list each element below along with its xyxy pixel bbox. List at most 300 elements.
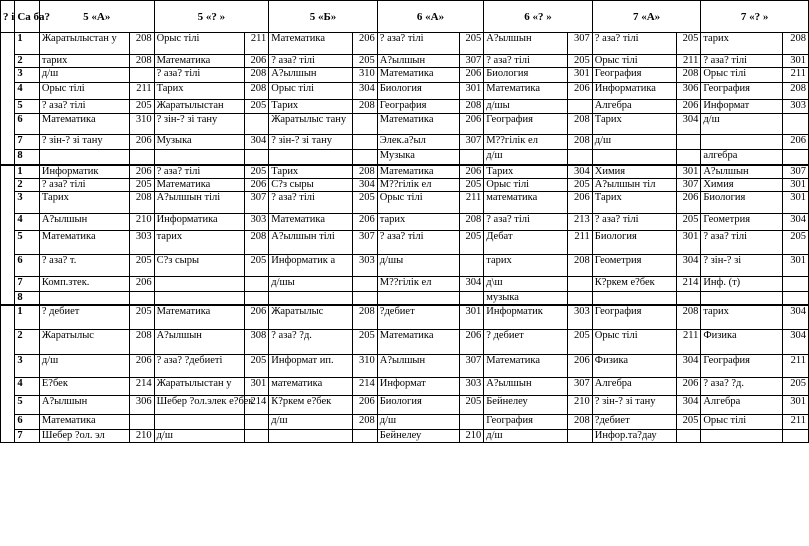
room-cell: 211 <box>568 230 593 254</box>
lesson-row <box>1 83 809 100</box>
subject-cell: ? аза? тілі <box>39 178 129 191</box>
subject-cell: ? аза? ?дебиеті <box>154 354 244 377</box>
room-cell: 301 <box>459 305 484 329</box>
subject-cell: ? аза? т. <box>39 254 129 276</box>
class-header: 7 «А» <box>592 1 701 33</box>
room-cell: 206 <box>568 354 593 377</box>
room-cell <box>676 135 701 150</box>
subject-cell: ? аза? тілі <box>484 213 568 230</box>
subject-cell: Шебер ?ол. эл <box>39 429 129 442</box>
subject-cell: Алгебра <box>592 100 676 114</box>
subject-cell: К?ркем е?бек <box>269 395 353 414</box>
subject-cell: Орыс тілі <box>592 55 676 68</box>
lesson-number: 7 <box>15 429 40 442</box>
room-cell: 205 <box>130 305 155 329</box>
room-cell: 301 <box>783 254 809 276</box>
subject-cell: Тарих <box>269 100 353 114</box>
subject-cell: Тарих <box>592 191 676 213</box>
room-cell: 301 <box>676 230 701 254</box>
subject-cell: Математика <box>39 414 129 429</box>
room-cell: 206 <box>568 191 593 213</box>
subject-cell: Информатика <box>154 213 244 230</box>
subject-cell: Тарих <box>154 83 244 100</box>
room-cell: 206 <box>244 55 269 68</box>
subject-cell: Жаратылыс <box>269 305 353 329</box>
room-cell: 205 <box>244 165 269 179</box>
room-cell <box>676 291 701 305</box>
room-cell: 307 <box>568 377 593 395</box>
room-cell: 208 <box>353 414 378 429</box>
day-header: ? і <box>1 1 15 33</box>
subject-cell: ? аза? тілі <box>377 33 459 55</box>
room-cell <box>244 150 269 165</box>
room-cell: 205 <box>353 55 378 68</box>
lesson-number: 4 <box>15 213 40 230</box>
lesson-number: 3 <box>15 191 40 213</box>
room-cell: 208 <box>783 83 809 100</box>
subject-cell: Биология <box>592 230 676 254</box>
class-header: 6 «А» <box>377 1 483 33</box>
room-cell: 208 <box>353 305 378 329</box>
subject-cell: ?дебиет <box>592 414 676 429</box>
subject-cell: Орыс тілі <box>377 191 459 213</box>
room-cell: 206 <box>130 354 155 377</box>
lesson-number: 5 <box>15 230 40 254</box>
room-cell: 301 <box>783 55 809 68</box>
lesson-row <box>1 55 809 68</box>
room-cell: 206 <box>353 213 378 230</box>
subject-cell: А?ылшын <box>39 395 129 414</box>
room-cell: 307 <box>459 135 484 150</box>
subject-cell: ? дебиет <box>484 329 568 354</box>
room-cell: 206 <box>130 135 155 150</box>
subject-cell: Химия <box>701 178 783 191</box>
room-cell: 303 <box>244 213 269 230</box>
lesson-number: 3 <box>15 354 40 377</box>
subject-cell: д/шы <box>377 254 459 276</box>
subject-cell: А?ылшын <box>269 68 353 83</box>
room-cell: 205 <box>130 100 155 114</box>
lesson-row <box>1 68 809 83</box>
lesson-number: 1 <box>15 305 40 329</box>
room-cell: 205 <box>244 354 269 377</box>
subject-cell: А?ылшын <box>377 55 459 68</box>
subject-cell: География <box>592 305 676 329</box>
room-cell: 206 <box>459 165 484 179</box>
subject-cell: тарих <box>484 254 568 276</box>
room-cell: 304 <box>783 305 809 329</box>
subject-cell: тарих <box>377 213 459 230</box>
subject-cell: ? зін-? зі тану <box>592 395 676 414</box>
room-cell: 205 <box>130 178 155 191</box>
lesson-number: 2 <box>15 55 40 68</box>
room-cell <box>130 68 155 83</box>
room-cell <box>459 254 484 276</box>
subject-cell: Жаратылыс тану <box>269 114 353 135</box>
room-cell: 205 <box>459 230 484 254</box>
subject-cell: А?ылшын тілі <box>269 230 353 254</box>
subject-cell: Бейнелеу <box>377 429 459 442</box>
class-header: 5 «? » <box>154 1 269 33</box>
room-cell: 307 <box>459 354 484 377</box>
subject-cell <box>592 150 676 165</box>
room-cell: 206 <box>353 395 378 414</box>
subject-cell: Жаратылыстан <box>154 100 244 114</box>
lesson-number: 2 <box>15 329 40 354</box>
subject-cell: География <box>377 100 459 114</box>
room-cell: 205 <box>244 254 269 276</box>
subject-cell: А?ылшын <box>484 33 568 55</box>
room-cell: 208 <box>130 191 155 213</box>
subject-cell: Дебат <box>484 230 568 254</box>
subject-cell: Орыс тілі <box>484 178 568 191</box>
room-cell: 205 <box>459 395 484 414</box>
subject-cell: Шебер ?ол.элек е?бек <box>154 395 244 414</box>
room-cell: 307 <box>459 55 484 68</box>
room-cell <box>353 135 378 150</box>
room-cell: 211 <box>130 83 155 100</box>
subject-cell <box>701 135 783 150</box>
subject-cell: д\ш <box>484 276 568 291</box>
subject-cell: Тарих <box>269 165 353 179</box>
room-cell: 205 <box>783 230 809 254</box>
subject-cell: Геометрия <box>701 213 783 230</box>
subject-cell: Е?бек <box>39 377 129 395</box>
subject-cell: А?ылшын <box>701 165 783 179</box>
room-cell <box>676 429 701 442</box>
room-cell: 301 <box>783 178 809 191</box>
room-cell: 303 <box>353 254 378 276</box>
lesson-row <box>1 429 809 442</box>
room-cell: 206 <box>244 305 269 329</box>
room-cell: 211 <box>783 414 809 429</box>
subject-cell: Геометрия <box>592 254 676 276</box>
subject-cell: М??гілік ел <box>377 276 459 291</box>
subject-cell: Бейнелеу <box>484 395 568 414</box>
subject-cell: Математика <box>377 165 459 179</box>
subject-cell: География <box>484 414 568 429</box>
subject-cell: Тарих <box>484 165 568 179</box>
day-cell <box>1 33 15 165</box>
room-cell: 306 <box>676 83 701 100</box>
subject-cell <box>154 150 244 165</box>
subject-cell: Математика <box>39 114 129 135</box>
subject-cell <box>269 150 353 165</box>
room-cell <box>783 429 809 442</box>
room-cell: 205 <box>353 329 378 354</box>
subject-cell: Информатик а <box>269 254 353 276</box>
header-row <box>1 1 809 33</box>
room-cell <box>130 291 155 305</box>
subject-cell: Музыка <box>154 135 244 150</box>
day-cell <box>1 165 15 306</box>
room-cell: 303 <box>783 100 809 114</box>
lesson-row <box>1 165 809 179</box>
subject-cell: Инфор.та?дау <box>592 429 676 442</box>
lesson-number: 1 <box>15 33 40 55</box>
room-cell: 304 <box>676 254 701 276</box>
subject-cell: Математика <box>377 114 459 135</box>
subject-cell: Тарих <box>39 191 129 213</box>
subject-cell: Алгебра <box>592 377 676 395</box>
subject-cell: ? аза? тілі <box>154 165 244 179</box>
room-cell: 210 <box>459 429 484 442</box>
lesson-number: 2 <box>15 178 40 191</box>
room-cell: 205 <box>676 414 701 429</box>
subject-cell: Орыс тілі <box>592 329 676 354</box>
room-cell: 304 <box>353 83 378 100</box>
room-cell <box>568 429 593 442</box>
lesson-row <box>1 329 809 354</box>
subject-cell <box>39 150 129 165</box>
room-cell: 208 <box>244 83 269 100</box>
subject-cell: д/шы <box>269 276 353 291</box>
subject-cell: д/ш <box>592 135 676 150</box>
room-cell: 205 <box>568 55 593 68</box>
subject-cell: ? аза? тілі <box>484 55 568 68</box>
subject-cell: К?ркем е?бек <box>592 276 676 291</box>
subject-cell: А?ылшын <box>39 213 129 230</box>
room-cell: 205 <box>459 33 484 55</box>
lesson-row <box>1 150 809 165</box>
lesson-number-header: Са ба? <box>15 1 40 33</box>
subject-cell <box>701 429 783 442</box>
room-cell: 307 <box>783 165 809 179</box>
lesson-row <box>1 414 809 429</box>
room-cell: 301 <box>568 68 593 83</box>
lesson-number: 5 <box>15 395 40 414</box>
lesson-number: 1 <box>15 165 40 179</box>
class-header: 7 «? » <box>701 1 809 33</box>
subject-cell: д/ш <box>39 354 129 377</box>
class-header: 6 «? » <box>484 1 593 33</box>
room-cell: 206 <box>459 114 484 135</box>
room-cell: 208 <box>130 329 155 354</box>
subject-cell <box>701 291 783 305</box>
lesson-row <box>1 178 809 191</box>
subject-cell: ? аза? ?д. <box>701 377 783 395</box>
room-cell: 310 <box>353 68 378 83</box>
subject-cell: Алгебра <box>701 395 783 414</box>
subject-cell: Биология <box>377 83 459 100</box>
room-cell: 210 <box>130 213 155 230</box>
room-cell: 307 <box>244 191 269 213</box>
lesson-row <box>1 276 809 291</box>
subject-cell: Химия <box>592 165 676 179</box>
lesson-row <box>1 33 809 55</box>
room-cell: 211 <box>676 329 701 354</box>
room-cell: 205 <box>676 213 701 230</box>
room-cell <box>353 291 378 305</box>
subject-cell: Математика <box>154 178 244 191</box>
subject-cell: Биология <box>377 395 459 414</box>
subject-cell: ? дебиет <box>39 305 129 329</box>
class-header: 5 «А» <box>39 1 154 33</box>
subject-cell: География <box>592 68 676 83</box>
room-cell: 206 <box>130 165 155 179</box>
room-cell: 303 <box>459 377 484 395</box>
subject-cell <box>269 291 353 305</box>
subject-cell: А?ылшын <box>377 354 459 377</box>
room-cell: 301 <box>783 191 809 213</box>
room-cell <box>244 414 269 429</box>
subject-cell: Физика <box>701 329 783 354</box>
room-cell: 206 <box>568 83 593 100</box>
subject-cell: С?з сыры <box>154 254 244 276</box>
room-cell: 206 <box>783 135 809 150</box>
subject-cell: ? аза? тілі <box>377 230 459 254</box>
lesson-number: 4 <box>15 377 40 395</box>
schedule-body <box>1 33 809 443</box>
lesson-number: 8 <box>15 291 40 305</box>
subject-cell: Математика <box>154 305 244 329</box>
lesson-number: 8 <box>15 150 40 165</box>
room-cell: 208 <box>676 305 701 329</box>
room-cell <box>244 291 269 305</box>
room-cell: 307 <box>353 230 378 254</box>
subject-cell: ? зін-? зі тану <box>39 135 129 150</box>
subject-cell: А?ылшын тілі <box>154 191 244 213</box>
subject-cell <box>377 291 459 305</box>
subject-cell <box>592 291 676 305</box>
subject-cell: музыка <box>484 291 568 305</box>
room-cell: 206 <box>353 33 378 55</box>
lesson-row <box>1 291 809 305</box>
room-cell: 304 <box>244 135 269 150</box>
subject-cell: ? аза? тілі <box>701 230 783 254</box>
subject-cell: Математика <box>269 213 353 230</box>
room-cell: 301 <box>244 377 269 395</box>
room-cell <box>244 114 269 135</box>
room-cell: 208 <box>244 68 269 83</box>
room-cell: 208 <box>568 414 593 429</box>
subject-cell: Тарих <box>592 114 676 135</box>
room-cell <box>353 429 378 442</box>
room-cell <box>568 276 593 291</box>
subject-cell: алгебра <box>701 150 783 165</box>
subject-cell: Информатик <box>39 165 129 179</box>
subject-cell: ? аза? тілі <box>592 33 676 55</box>
room-cell: 303 <box>130 230 155 254</box>
room-cell <box>244 276 269 291</box>
subject-cell: ? зін-? зі <box>701 254 783 276</box>
lesson-row <box>1 354 809 377</box>
subject-cell: д/ш <box>39 68 129 83</box>
subject-cell: География <box>484 114 568 135</box>
room-cell: 211 <box>459 191 484 213</box>
room-cell: 308 <box>244 329 269 354</box>
room-cell <box>353 150 378 165</box>
subject-cell: Орыс тілі <box>701 68 783 83</box>
subject-cell: М??гілік ел <box>484 135 568 150</box>
room-cell <box>783 114 809 135</box>
room-cell: 206 <box>130 276 155 291</box>
room-cell: 208 <box>130 33 155 55</box>
lesson-row <box>1 395 809 414</box>
subject-cell: д/ш <box>269 414 353 429</box>
subject-cell: Элек.а?ыл <box>377 135 459 150</box>
subject-cell: д/ш <box>701 114 783 135</box>
room-cell: 205 <box>459 178 484 191</box>
lesson-row <box>1 230 809 254</box>
lesson-number: 7 <box>15 135 40 150</box>
subject-cell: Математика <box>39 230 129 254</box>
room-cell: 206 <box>676 191 701 213</box>
room-cell <box>244 429 269 442</box>
subject-cell: Музыка <box>377 150 459 165</box>
room-cell: 307 <box>676 178 701 191</box>
room-cell: 211 <box>676 55 701 68</box>
room-cell: 210 <box>130 429 155 442</box>
room-cell <box>783 291 809 305</box>
subject-cell: География <box>701 83 783 100</box>
subject-cell: М??гілік ел <box>377 178 459 191</box>
room-cell: 208 <box>568 135 593 150</box>
subject-cell: ? зін-? зі тану <box>154 114 244 135</box>
room-cell <box>783 276 809 291</box>
lesson-number: 4 <box>15 83 40 100</box>
subject-cell: тарих <box>39 55 129 68</box>
subject-cell: С?з сыры <box>269 178 353 191</box>
subject-cell: Физика <box>592 354 676 377</box>
room-cell: 211 <box>783 354 809 377</box>
subject-cell <box>154 414 244 429</box>
room-cell: 304 <box>568 165 593 179</box>
room-cell: 205 <box>783 377 809 395</box>
subject-cell: д/ш <box>377 414 459 429</box>
subject-cell: Орыс тілі <box>154 33 244 55</box>
subject-cell: тарих <box>701 305 783 329</box>
room-cell: 205 <box>568 178 593 191</box>
subject-cell: Математика <box>377 329 459 354</box>
room-cell: 206 <box>244 178 269 191</box>
subject-cell: ? аза? тілі <box>701 55 783 68</box>
subject-cell: Математика <box>377 68 459 83</box>
room-cell: 304 <box>676 114 701 135</box>
room-cell: 211 <box>244 33 269 55</box>
room-cell: 304 <box>353 178 378 191</box>
room-cell: 213 <box>568 213 593 230</box>
room-cell <box>130 414 155 429</box>
lesson-number: 6 <box>15 414 40 429</box>
room-cell: 301 <box>783 395 809 414</box>
room-cell: 208 <box>676 68 701 83</box>
lesson-row <box>1 213 809 230</box>
room-cell: 304 <box>676 354 701 377</box>
room-cell: 205 <box>353 191 378 213</box>
room-cell: 206 <box>459 68 484 83</box>
room-cell <box>459 414 484 429</box>
lesson-row <box>1 100 809 114</box>
room-cell: 208 <box>244 230 269 254</box>
room-cell: 304 <box>459 276 484 291</box>
subject-cell: д/шы <box>484 100 568 114</box>
room-cell: 304 <box>676 395 701 414</box>
room-cell: 214 <box>130 377 155 395</box>
room-cell: 206 <box>676 100 701 114</box>
subject-cell: Жаратылыстан у <box>154 377 244 395</box>
subject-cell: ? аза? тілі <box>592 213 676 230</box>
subject-cell: Орыс тілі <box>39 83 129 100</box>
day-cell <box>1 305 15 442</box>
room-cell: 306 <box>130 395 155 414</box>
subject-cell: Математика <box>269 33 353 55</box>
subject-cell: Математика <box>484 354 568 377</box>
subject-cell: Жаратылыстан у <box>39 33 129 55</box>
room-cell <box>568 100 593 114</box>
room-cell: 304 <box>783 213 809 230</box>
subject-cell: Орыс тілі <box>701 414 783 429</box>
